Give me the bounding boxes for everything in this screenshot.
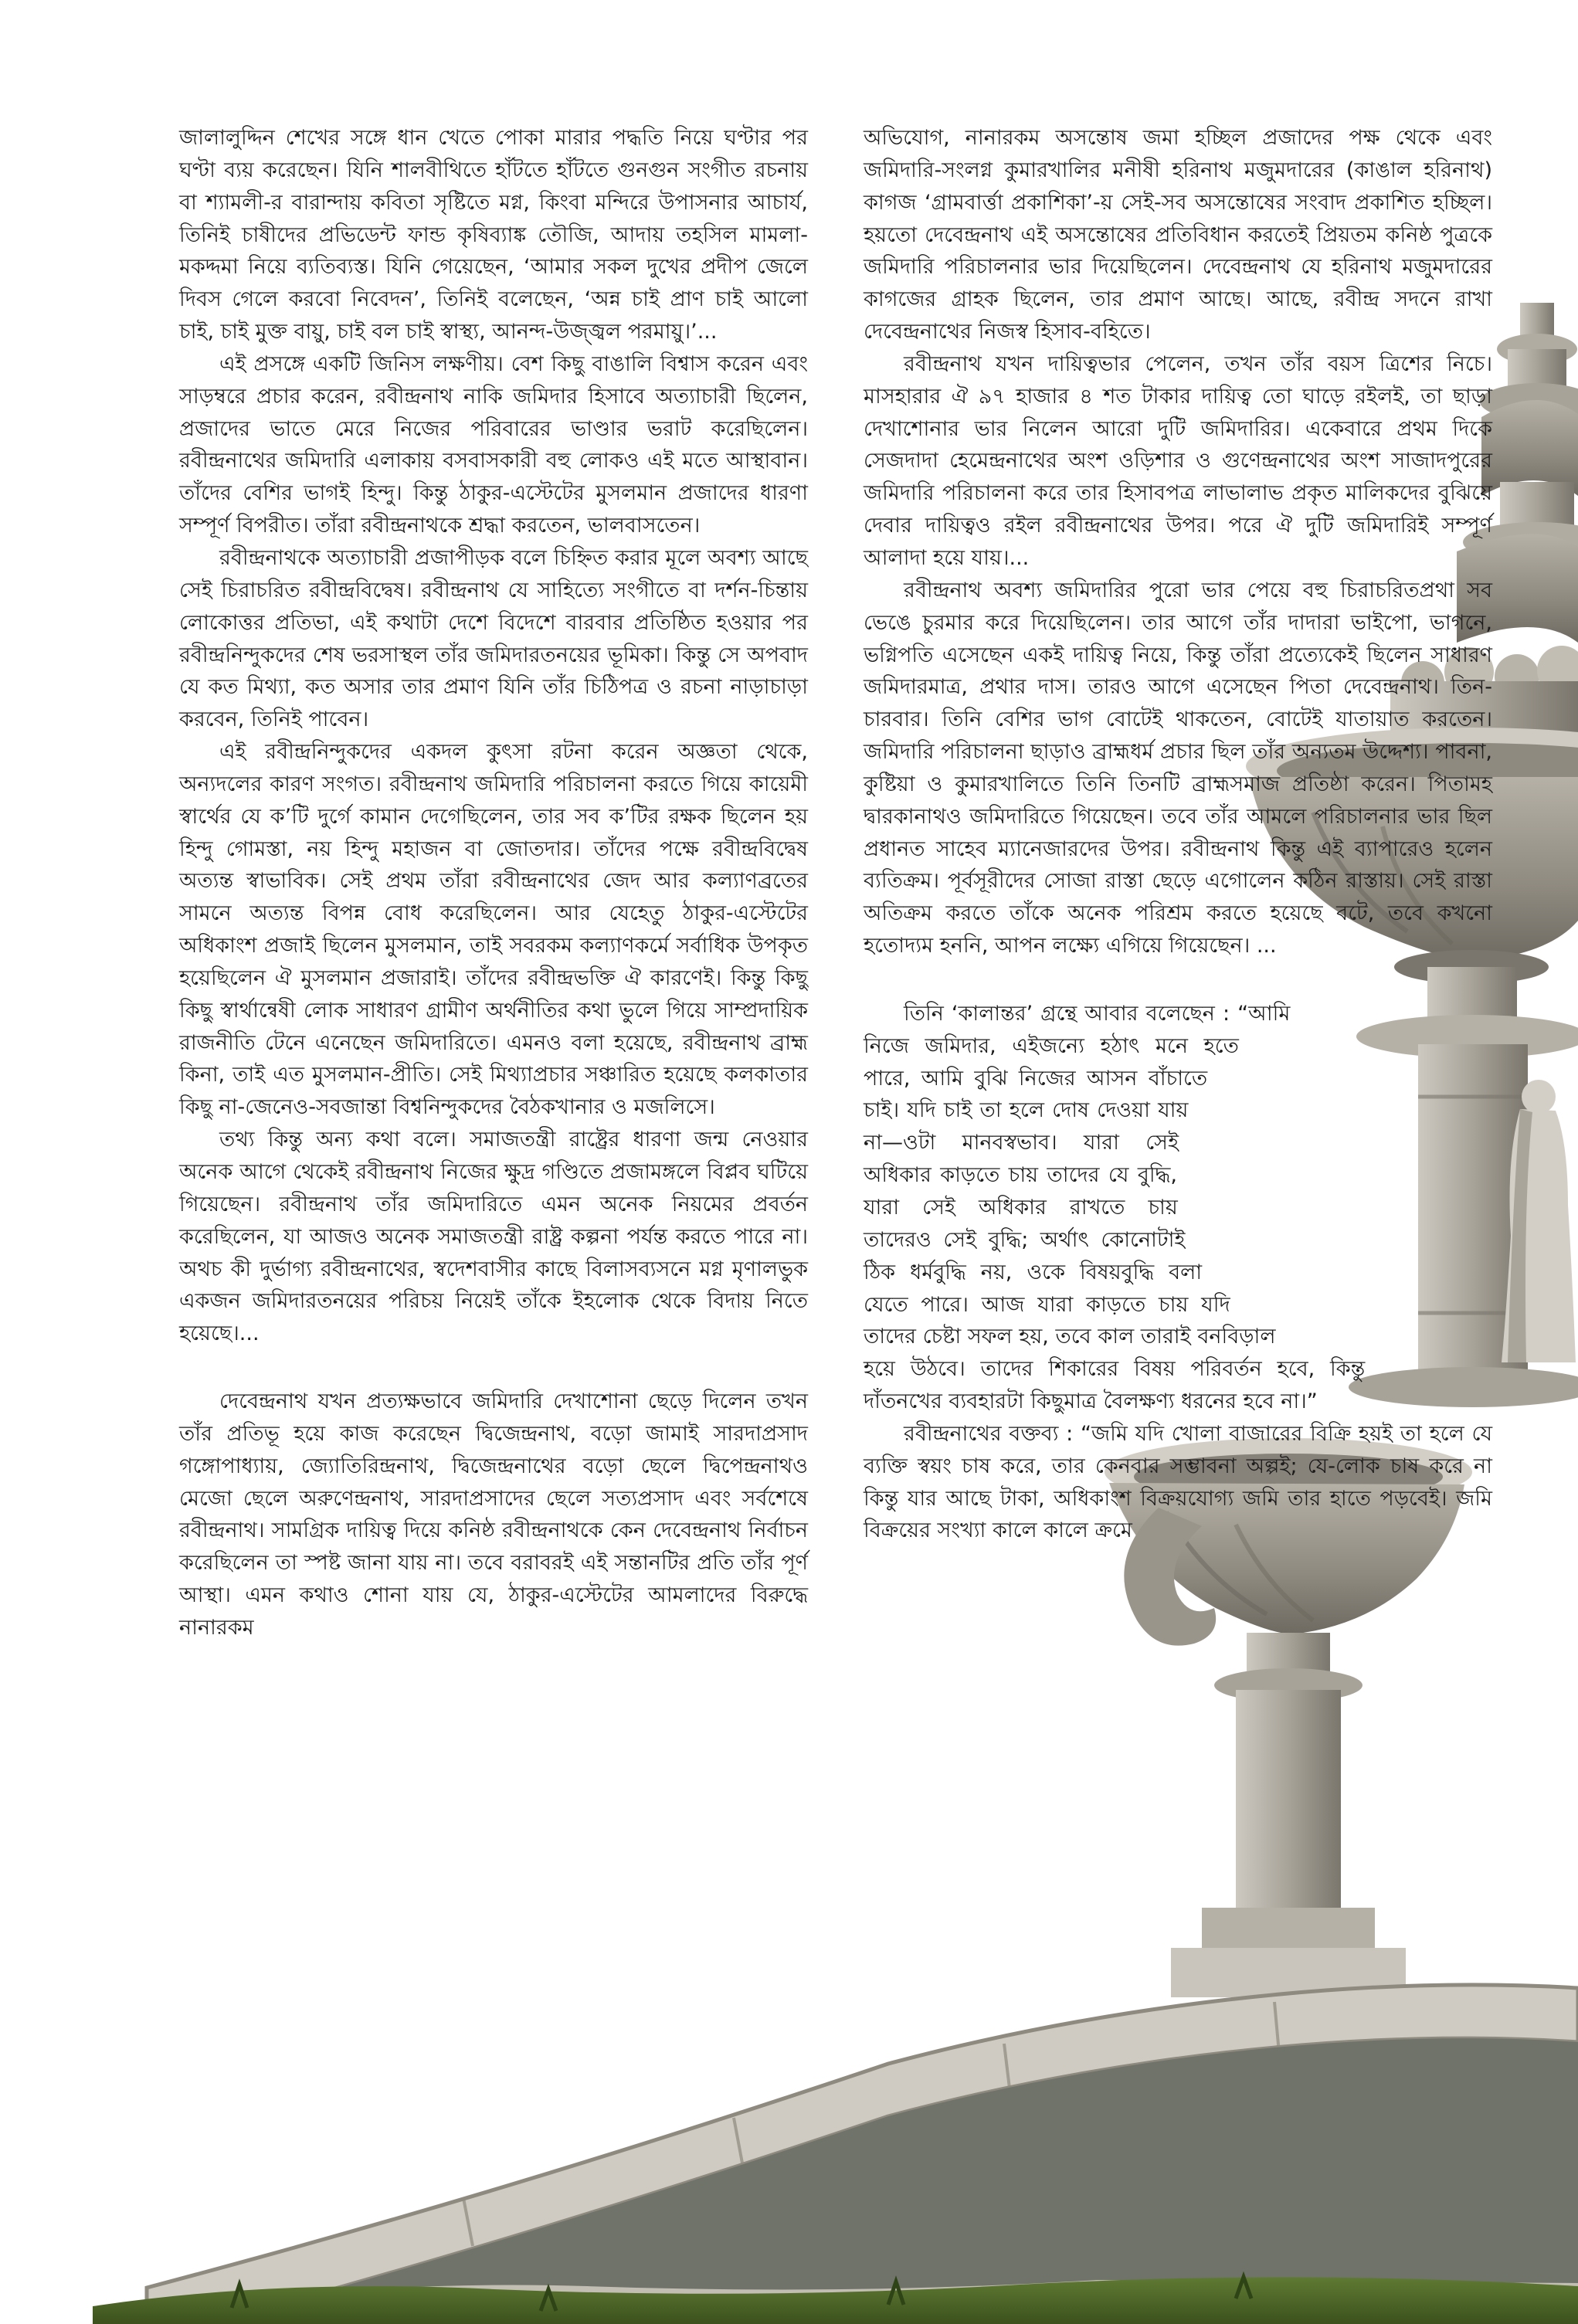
paragraph: রবীন্দ্রনাথ অবশ্য জমিদারির পুরো ভার পেয়ে বহু চিরাচরিতপ্রথা সব ভেঙে চুরমার করে দিয়েছিলেন। তার আগে তাঁর দাদারা ভাইপো, ভাগনে, ভগ্নিপতি এসেছেন একই দায়িত্ব নিয়ে, কিন্তু তাঁরা প্রত্যেকেই ছিলেন সাধারণ জমিদারমাত্র, প্রথার দাস। তারও আগে এসেছেন পিতা দেবেন্দ্রনাথ। তিন-চারবার। তিনি বেশির ভাগ বোটেই থাকতেন, বোটেই যাতায়াত করতেন। জমিদারি পরিচালনা ছাড়াও ব্রাহ্মধর্ম প্রচার ছিল তাঁর অন্যতম উদ্দেশ্য। পাবনা, কুষ্টিয়া ও কুমারখালিতে তিনি তিনটি ব্রাহ্মসমাজ প্রতিষ্ঠা করেন। পিতামহ দ্বারকানাথও জমিদারিতে গিয়েছেন। তবে তাঁর আমলে পরিচালনার ভার ছিল প্রধানত সাহেব ম্যানেজারদের উপর। রবীন্দ্রনাথ কিন্তু এই ব্যাপারেও হলেন ব্যতিক্রম। পূর্বসূরীদের সোজা রাস্তা ছেড়ে এগোলেন কঠিন রাস্তায়। সেই রাস্তা অতিক্রম করতে তাঁকে অনেক পরিশ্রম করতে হয়েছে বটে, তবে কখনো হতোদ্যম হননি, আপন লক্ষ্যে এগিয়ে গিয়েছেন। ... [864, 578, 1492, 958]
paragraph: তথ্য কিন্তু অন্য কথা বলে। সমাজতন্ত্রী রাষ্ট্রের ধারণা জন্ম নেওয়ার অনেক আগে থেকেই রবীন্দ্রনাথ নিজের ক্ষুদ্র গণ্ডিতে প্রজামঙ্গলে বিপ্লব ঘটিয়ে গিয়েছেন। রবীন্দ্রনাথ তাঁর জমিদারিতে এমন অনেক নিয়মের প্রবর্তন করেছিলেন, যা আজও অনেক সমাজতন্ত্রী রাষ্ট্র কল্পনা পর্যন্ত করতে পারে না। অথচ কী দুর্ভাগ্য রবীন্দ্রনাথের, স্বদেশবাসীর কাছে বিলাসব্যসনে মগ্ন মৃণালভুক একজন জমিদারতনয়ের পরিচয় নিয়েই তাঁকে ইহলোক থেকে বিদায় নিতে হয়েছে।... [179, 1128, 808, 1346]
left-column [179, 122, 808, 1644]
paragraph: দেবেন্দ্রনাথ যখন প্রত্যক্ষভাবে জমিদারি দেখাশোনা ছেড়ে দিলেন তখন তাঁর প্রতিভূ হয়ে কাজ করেছেন দ্বিজেন্দ্রনাথ, বড়ো জামাই সারদাপ্রসাদ গঙ্গোপাধ্যায়, জ্যোতিরিন্দ্রনাথ, দ্বিজেন্দ্রনাথের বড়ো ছেলে দ্বিপেন্দ্রনাথও মেজো ছেলে অরুণেন্দ্রনাথ, সারদাপ্রসাদের ছেলে সত্যপ্রসাদ এবং সর্বশেষে রবীন্দ্রনাথ। সামগ্রিক দায়িত্ব দিয়ে কনিষ্ঠ রবীন্দ্রনাথকে কেন দেবেন্দ্রনাথ নির্বাচন করেছিলেন তা স্পষ্ট জানা যায় না। তবে বরাবরই এই সন্তানটির প্রতি তাঁর পূর্ণ আস্থা। এমন কথাও শোনা যায় যে, ঠাকুর-এস্টেটের আমলাদের বিরুদ্ধে নানারকম [179, 1389, 808, 1640]
paragraph: রবীন্দ্রনাথ যখন দায়িত্বভার পেলেন, তখন তাঁর বয়স ত্রিশের নিচে। মাসহারার ঐ ৯৭ হাজার ৪ শত টাকার দায়িত্ব তো ঘাড়ে রইলই, তা ছাড়া দেখাশোনার ভার নিলেন আরো দুটি জমিদারির। একেবারে প্রথম দিকে সেজদাদা হেমেন্দ্রনাথের অংশ ওড়িশার ও গুণেন্দ্রনাথের অংশ সাজাদপুরের জমিদারি পরিচালনা করে তার হিসাবপত্র লাভালাভ প্রকৃত মালিকদের বুঝিয়ে দেবার দায়িত্বও রইল রবীন্দ্রনাথের উপর। পরে ঐ দুটি জমিদারিই সম্পূর্ণ আলাদা হয়ে যায়।... [864, 351, 1492, 570]
paragraph: এই প্রসঙ্গে একটি জিনিস লক্ষণীয়। বেশ কিছু বাঙালি বিশ্বাস করেন এবং সাড়ম্বরে প্রচার করেন, রবীন্দ্রনাথ নাকি জমিদার হিসাবে অত্যাচারী ছিলেন, প্রজাদের ভাতে মেরে নিজের পরিবারের ভাণ্ডার ভরাট করেছিলেন। রবীন্দ্রনাথের জমিদারি এলাকায় বসবাসকারী বহু লোকও এই মতে আস্থাবান। তাঁদের বেশির ভাগই হিন্দু। কিন্তু ঠাকুর-এস্টেটের মুসলমান প্রজাদের ধারণা সম্পূর্ণ বিপরীত। তাঁরা রবীন্দ্রনাথকে শ্রদ্ধা করতেন, ভালবাসতেন। [179, 351, 808, 538]
paragraph: এই রবীন্দ্রনিন্দুকদের একদল কুৎসা রটনা করেন অজ্ঞতা থেকে, অন্যদলের কারণ সংগত। রবীন্দ্রনাথ জমিদারি পরিচালনা করতে গিয়ে কায়েমী স্বার্থের যে ক’টি দুর্গে কামান দেগেছিলেন, তার সব ক’টির রক্ষক ছিলেন হয় হিন্দু গোমস্তা, নয় হিন্দু মহাজন বা জোতদার। তাঁদের পক্ষে রবীন্দ্রবিদ্বেষ অত্যন্ত স্বাভাবিক। সেই প্রথম তাঁরা রবীন্দ্রনাথের জেদ আর কল্যাণব্রতের সামনে অত্যন্ত বিপন্ন বোধ করেছিলেন। আর যেহেতু ঠাকুর-এস্টেটের অধিকাংশ প্রজাই ছিলেন মুসলমান, তাই সবরকম কল্যাণকর্মে সর্বাধিক উপকৃত হয়েছিলেন ঐ মুসলমান প্রজারাই। তাঁদের রবীন্দ্রভক্তি ঐ কারণেই। কিন্তু কিছু কিছু স্বার্থান্বেষী লোক সাধারণ গ্রামীণ অর্থনীতির কথা ভুলে গিয়ে সাম্প্রদায়িক রাজনীতি টেনে এনেছেন জমিদারিতে। এমনও বলা হয়েছে, রবীন্দ্রনাথ ব্রাহ্ম কিনা, তাই এত মুসলমান-প্রীতি। সেই মিথ্যাপ্রচার সঞ্চারিত হয়েছে কলকাতার কিছু না-জেনেও-সবজান্তা বিশ্বনিন্দুকদের বৈঠকখানার ও মজলিসে। [179, 740, 808, 1120]
paragraph-text: তিনি ‘কালান্তর’ গ্রন্থে আবার বলেছেন : “আমি নিজে জমিদার, এইজন্যে হঠাৎ মনে হতে পারে, আমি বুঝি নিজের আসন বাঁচাতে চাই। যদি চাই তা হলে দোষ দেওয়া যায় না—ওটা মানবস্বভাব। যারা সেই অধিকার কাড়তে চায় তাদের যে বুদ্ধি, যারা সেই অধিকার রাখতে চায় তাদেরও সেই বুদ্ধি; অর্থাৎ কোনোটাই ঠিক ধর্মবুদ্ধি নয়, ওকে বিষয়বুদ্ধি বলা যেতে পারে। আজ যারা কাড়তে চায় যদি তাদের চেষ্টা সফল হয়, তবে কাল তারাই বনবিড়াল হয়ে উঠবে। তাদের শিকারের বিষয় পরিবর্তন হবে, কিন্তু দাঁতনখের ব্যবহারটা কিছুমাত্র বৈলক্ষণ্য ধরনের হবে না।” [864, 1001, 1366, 1414]
paragraph: অভিযোগ, নানারকম অসন্তোষ জমা হচ্ছিল প্রজাদের পক্ষ থেকে এবং জমিদারি-সংলগ্ন কুমারখালির মনীষী হরিনাথ মজুমদারের (কাঙাল হরিনাথ) কাগজ ‘গ্রামবার্ত্তা প্রকাশিকা’-য় সেই-সব অসন্তোষের সংবাদ প্রকাশিত হচ্ছিল। হয়তো দেবেন্দ্রনাথ এই অসন্তোষের প্রতিবিধান করতেই প্রিয়তম কনিষ্ঠ পুত্রকে জমিদারি পরিচালনার ভার দিয়েছিলেন। দেবেন্দ্রনাথ যে হরিনাথ মজুমদারের কাগজের গ্রাহক ছিলেন, তার প্রমাণ আছে। আছে, রবীন্দ্র সদনে রাখা দেবেন্দ্রনাথের নিজস্ব হিসাব-বহিতে। [864, 126, 1492, 344]
fountain-basin-shape [116, 1985, 1578, 2324]
article-body [179, 122, 1492, 1644]
paragraph: রবীন্দ্রনাথকে অত্যাচারী প্রজাপীড়ক বলে চিহ্নিত করার মূলে অবশ্য আছে সেই চিরাচরিত রবীন্দ্রবিদ্বেষ। রবীন্দ্রনাথ যে সাহিত্যে সংগীতে বা দর্শন-চিন্তায় লোকোত্তর প্রতিভা, এই কথাটা দেশে বিদেশে বারবার প্রতিষ্ঠিত হওয়ার পর রবীন্দ্রনিন্দুকদের শেষ ভরসাস্থল তাঁর জমিদারতনয়ের ভূমিকা। কিন্তু সে অপবাদ যে কত মিথ্যা, কত অসার তার প্রমাণ যিনি তাঁর চিঠিপত্র ও রচনা নাড়াচাড়া করবেন, তিনিই পাবেন। [179, 545, 808, 732]
paragraph [864, 998, 1492, 1418]
paragraph: জালালুদ্দিন শেখের সঙ্গে ধান খেতে পোকা মারার পদ্ধতি নিয়ে ঘণ্টার পর ঘণ্টা ব্যয় করেছেন। যিনি শালবীথিতে হাঁটতে হাঁটতে গুনগুন সংগীত রচনায় বা শ্যামলী-র বারান্দায় কবিতা সৃষ্টিতে মগ্ন, কিংবা মন্দিরে উপাসনার আচার্য, তিনিই চাষীদের প্রভিডেন্ট ফান্ড কৃষিব্যাঙ্ক তৌজি, আদায় তহসিল মামলা-মকদ্দমা নিয়ে ব্যতিব্যস্ত। যিনি গেয়েছেন, ‘আমার সকল দুখের প্রদীপ জেলে দিবস গেলে করবো নিবেদন’, তিনিই বলেছেন, ‘অন্ন চাই প্রাণ চাই আলো চাই, চাই মুক্ত বায়ু, চাই বল চাই স্বাস্থ্য, আনন্দ-উজ্জ্বল পরমায়ু।’... [179, 126, 808, 344]
paragraph: রবীন্দ্রনাথের বক্তব্য : “জমি যদি খোলা বাজারের বিক্রি হয়ই তা হলে যে ব্যক্তি স্বয়ং চাষ করে, তার কেনবার সম্ভাবনা অল্পই; যে-লোক চাষ করে না কিন্তু যার আছে টাকা, অধিকাংশ বিক্রয়যোগ্য জমি তার হাতে পড়বেই। জমি বিক্রয়ের সংখ্যা কালে কালে ক্রমে [864, 1421, 1492, 1543]
right-column [864, 122, 1492, 1644]
fountain-pedestal-shape [1171, 1690, 1406, 1997]
